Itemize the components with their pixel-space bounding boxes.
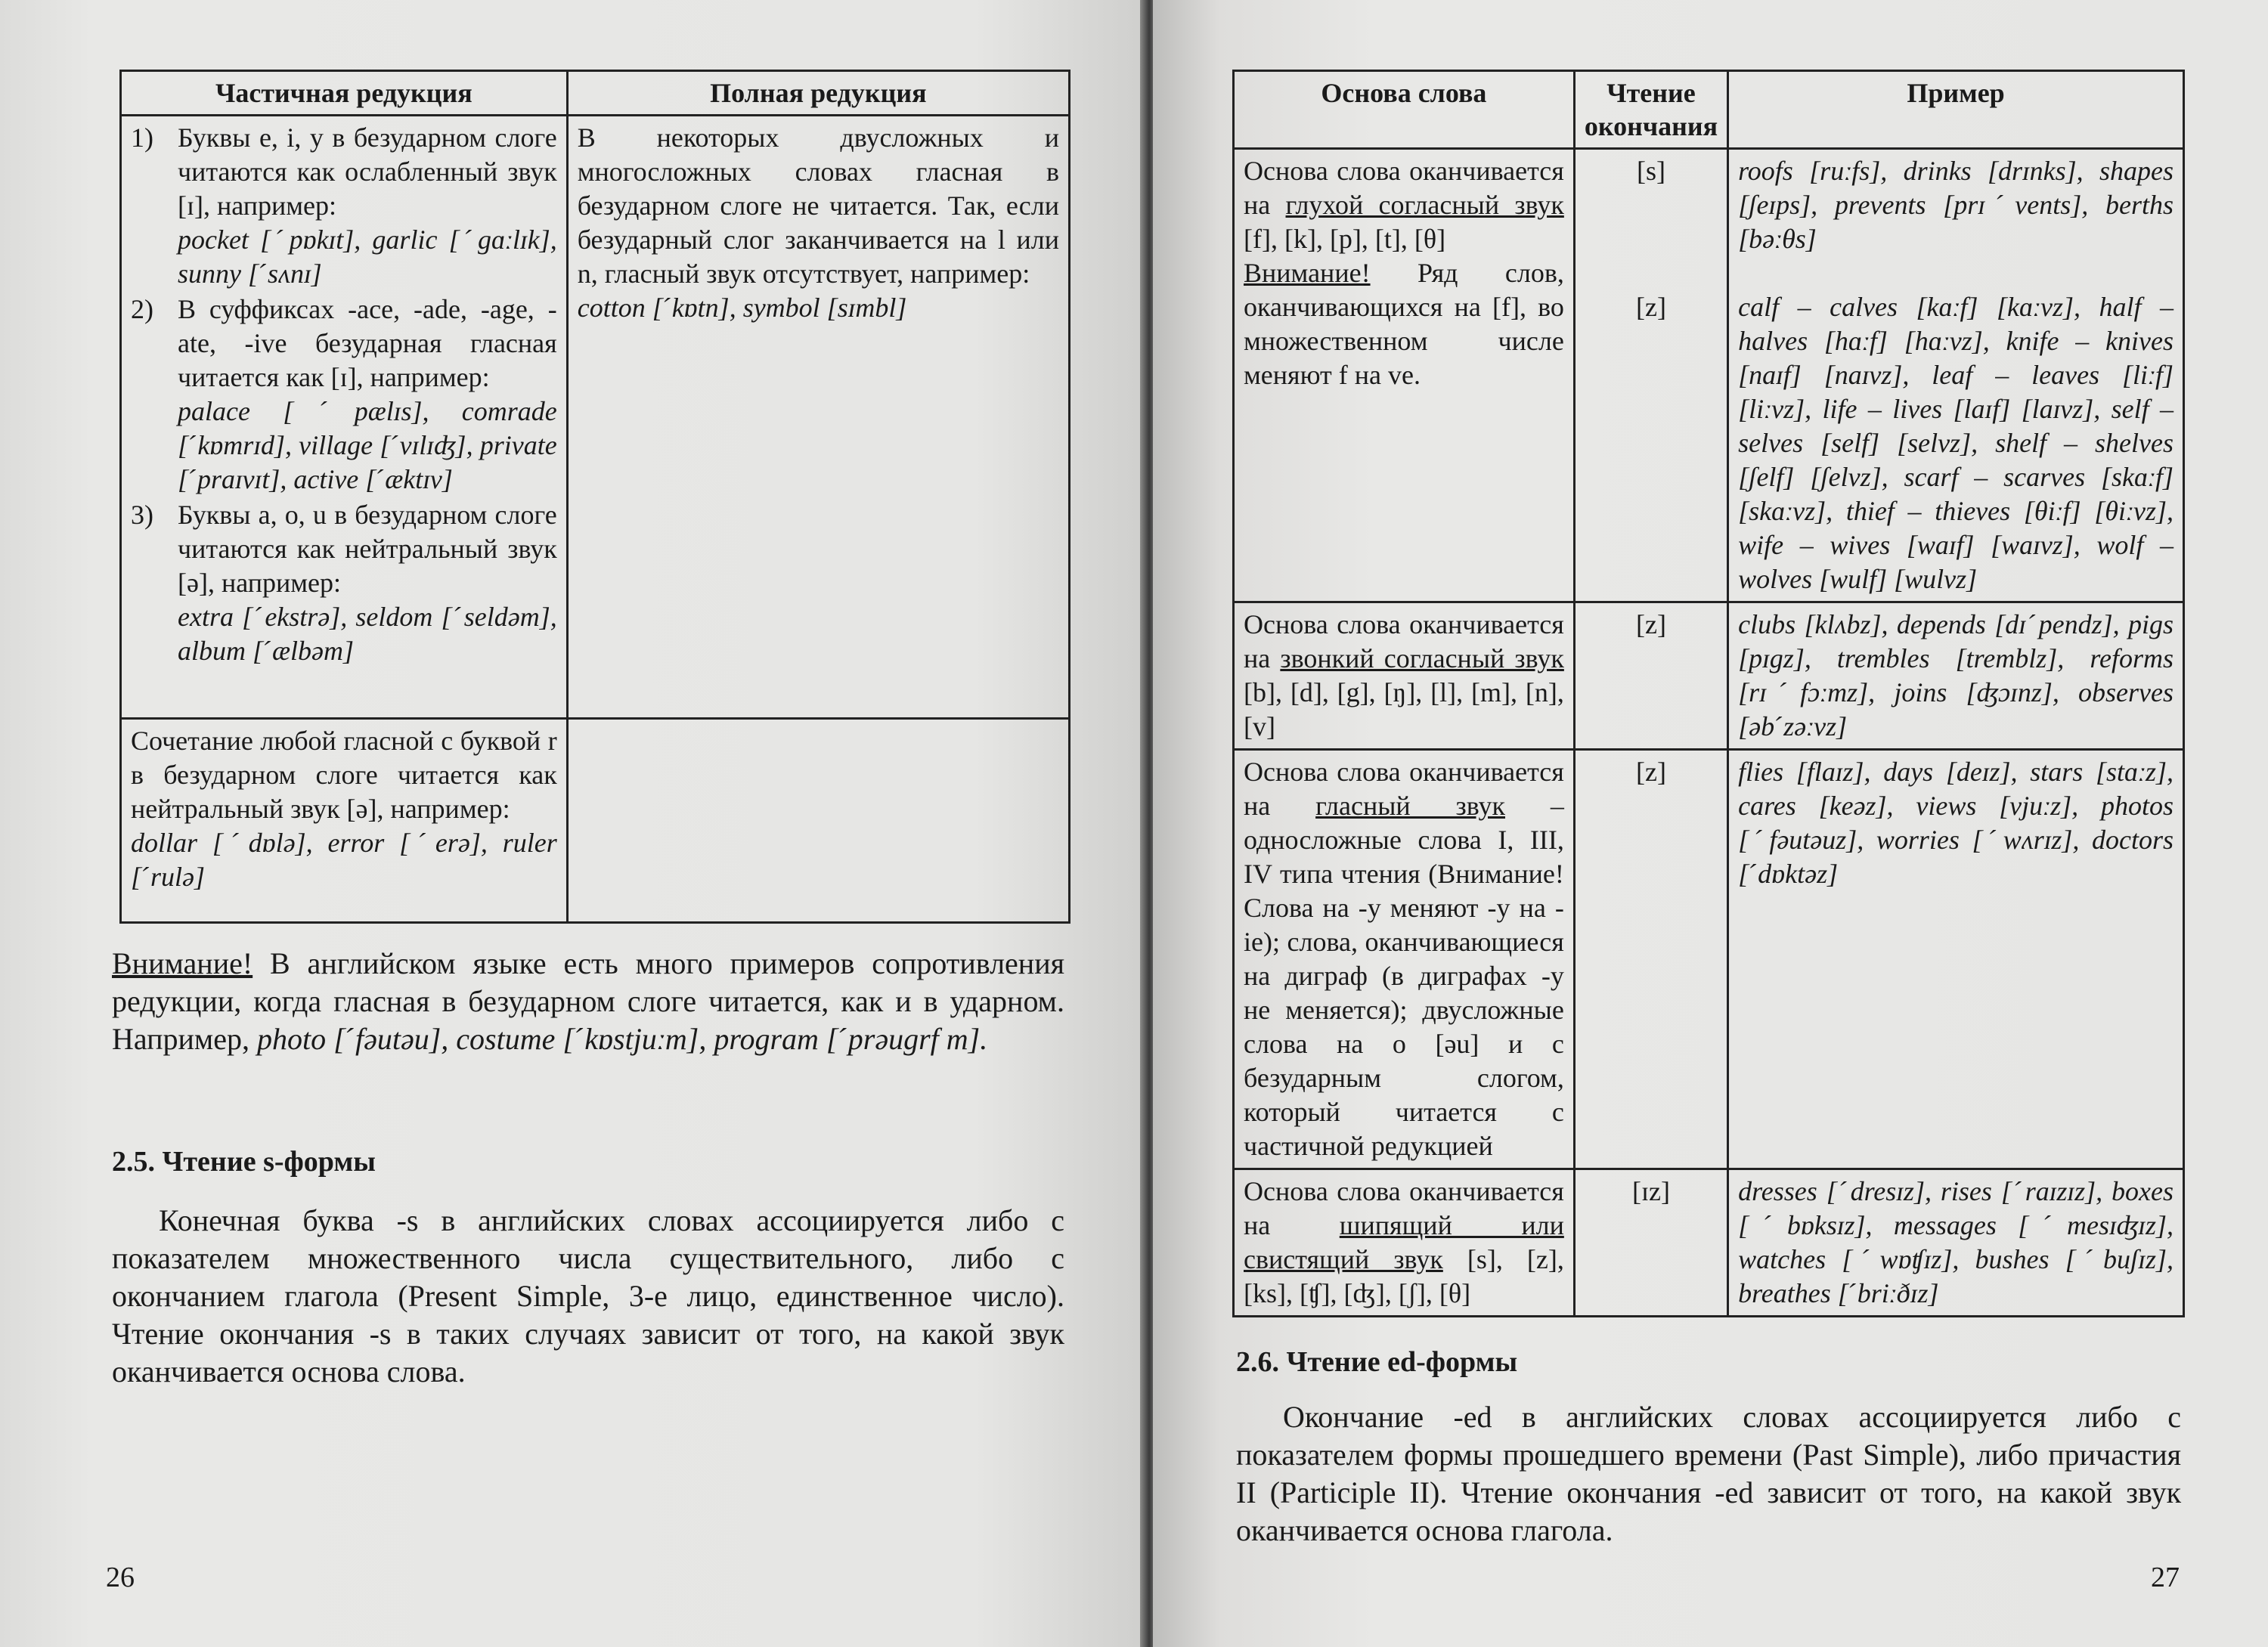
attention-label: Внимание!	[112, 946, 253, 980]
header-word-stem: Основа слова	[1234, 71, 1575, 149]
header-example: Пример	[1728, 71, 2184, 149]
full-reduction-examples: cotton [ˊkɒtn], symbol [sɪmbl]	[577, 293, 907, 323]
partial-item-3: 3) Буквы a, o, u в безударном слоге читаются как нейтральный звук [ə], например: extra [ˊekstrə], seldom [ˊseldəm], album [ˊælbəm]	[131, 498, 557, 668]
r-combination-cell	[121, 719, 568, 923]
stem-cell: Основа слова оканчивается на звонкий согласный звук [b], [d], [g], [ŋ], [l], [m], [n], [v]	[1234, 602, 1575, 750]
full-reduction-text: В некоторых двусложных и многосложных словах гласная в безударном слоге не читается. Так, если безударный слог заканчивается на l или n, гласный звук отсутствует, например:	[577, 122, 1059, 289]
partial-item-2: 2) В суффиксах -ace, -ade, -age, -ate, -ive безударная гласная читается как [ɪ], например: palace [ˊpælɪs], comrade [ˊkɒmrɪd], village [ˊvɪlɪʤ], private [ˊpraɪvɪt], active [ˊæktɪv]	[131, 293, 557, 497]
header-ending-reading: Чтение окончания	[1574, 71, 1727, 149]
empty-cell	[567, 719, 1069, 923]
section-title-s-form: 2.5. Чтение s-формы	[112, 1146, 376, 1178]
s-form-table	[1232, 70, 2185, 1317]
example-cell: flies [flaɪz], days [deɪz], stars [stɑːz], cares [keəz], views [vjuːz], photos [ˊfəutəuz], worries [ˊwʌrɪz], doctors [ˊdɒktəz]	[1728, 750, 2184, 1169]
page-number-left: 26	[106, 1562, 135, 1593]
ed-form-paragraph: Окончание -ed в английских словах ассоциируется либо с показателем формы прошедшего времени (Past Simple), либо причастия II (Participle II). Чтение окончания -ed зависит от того, на какой звук оканчивается основа глагола.	[1236, 1400, 2181, 1547]
section-title-ed-form: 2.6. Чтение ed-формы	[1236, 1346, 1518, 1378]
header-full-reduction: Полная редукция	[567, 71, 1069, 116]
r-combination-examples: dollar [ˊdɒlə], error [ˊerə], ruler [ˊrulə]	[131, 828, 557, 892]
right-page	[1153, 0, 2268, 1647]
stem-cell: Основа слова оканчивается на глухой согласный звук [f], [k], [p], [t], [θ] Внимание! Ряд слов, оканчивающихся на [f], во множественном числе меняют f на ve.	[1234, 149, 1575, 602]
attention-text: В английском языке есть много примеров сопротивления редукции, когда гласная в безударном слоге читается, как и в ударном. Например,	[112, 946, 1065, 1056]
stem-cell: Основа слова оканчивается на гласный звук – односложные слова I, III, IV типа чтения (Внимание! Слова на -y меняют -y на -ie); слова, оканчивающиеся на диграф (в диграфах -y не меняется); двусложные слова на o [əu] и с безударным слогом, который читается с частичной редукцией	[1234, 750, 1575, 1169]
partial-item-1: 1) Буквы e, i, y в безударном слоге читаются как ослабленный звук [ɪ], например: pocket [ˊpɒkɪt], garlic [ˊgɑːlɪk], sunny [ˊsʌnɪ]	[131, 121, 557, 291]
partial-item-examples: pocket [ˊpɒkɪt], garlic [ˊgɑːlɪk], sunny [ˊsʌnɪ]	[178, 224, 557, 289]
reading-cell: [z]	[1574, 750, 1727, 1169]
header-partial-reduction: Частичная редукция	[121, 71, 568, 116]
partial-item-text: Буквы a, o, u в безударном слоге читаются как нейтральный звук [ə], например:	[178, 500, 557, 598]
r-combination-text: Сочетание любой гласной с буквой r в безударном слоге читается как нейтральный звук [ə], например:	[131, 726, 557, 824]
example-cell: dresses [ˊdresɪz], rises [ˊraɪzɪz], boxes [ˊbɒksɪz], messages [ˊmesɪʤɪz], watches [ˊwɒʧɪz], bushes [ˊbuʃɪz], breathes [ˊbriːðɪz]	[1728, 1169, 2184, 1317]
s-form-paragraph: Конечная буква -s в английских словах ассоциируется либо с показателем множественного числа существительного, либо с окончанием глагола (Present Simple, 3-е лицо, единственное число). Чтение окончания -s в таких случаях зависит от того, на какой звук оканчивается основа слова.	[112, 1203, 1064, 1388]
reading-cell: [s] [z]	[1574, 149, 1727, 602]
example-cell: roofs [ruːfs], drinks [drɪnks], shapes [ʃeɪps], prevents [prɪˊvents], berths [bəːθs] calf – calves [kɑːf] [kɑːvz], half – halves [hɑːf] [hɑːvz], knife – knives [naɪf] [naɪvz], leaf – leaves [liːf] [liːvz], life – lives [laɪf] [laɪvz], self – selves [self] [selvz], shelf – shelves [ʃelf] [ʃelvz], scarf – scarves [skɑːf] [skɑːvz], thief – thieves [θiːf] [θiːvz], wife – wives [waɪf] [waɪvz], wolf – wolves [wulf] [wulvz]	[1728, 149, 2184, 602]
partial-reduction-cell	[121, 116, 568, 719]
attention-examples: photo [ˊfəutəu], costume [ˊkɒstjuːm], program [ˊprəugrf m].	[257, 1022, 988, 1056]
partial-item-examples: palace [ˊpælɪs], comrade [ˊkɒmrɪd], village [ˊvɪlɪʤ], private [ˊpraɪvɪt], active [ˊæktɪv]	[178, 396, 557, 494]
page-number-right: 27	[2151, 1562, 2180, 1593]
full-reduction-cell	[567, 116, 1069, 719]
attention-paragraph	[112, 945, 1064, 1058]
partial-item-examples: extra [ˊekstrə], seldom [ˊseldəm], album [ˊælbəm]	[178, 602, 557, 666]
stem-cell: Основа слова оканчивается на шипящий или свистящий звук [s], [z], [ks], [ʧ], [ʤ], [ʃ], [θ]	[1234, 1169, 1575, 1317]
partial-item-text: Буквы e, i, y в безударном слоге читаются как ослабленный звук [ɪ], например:	[178, 122, 557, 221]
example-cell: clubs [klʌbz], depends [dɪˊpendz], pigs [pɪgz], trembles [tremblz], reforms [rɪˊfɔːmz], joins [ʤɔɪnz], observes [əbˊzəːvz]	[1728, 602, 2184, 750]
reduction-table	[119, 70, 1070, 924]
partial-item-text: В суффиксах -ace, -ade, -age, -ate, -ive безударная гласная читается как [ɪ], например:	[178, 294, 557, 392]
reading-cell: [ɪz]	[1574, 1169, 1727, 1317]
reading-cell: [z]	[1574, 602, 1727, 750]
